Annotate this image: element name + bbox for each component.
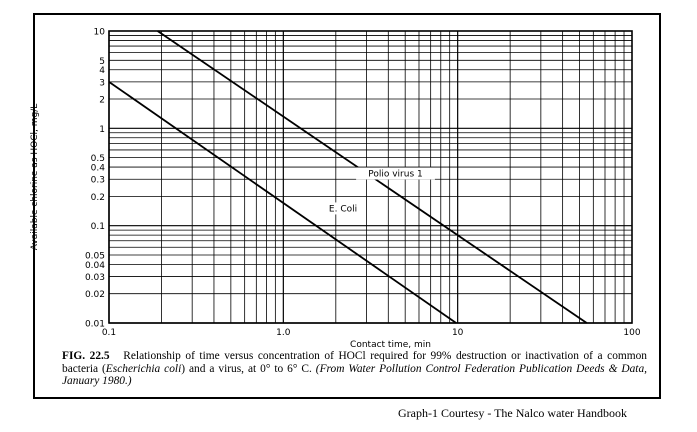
- y-axis-label: Available chlorine as HOCl, mg/L: [30, 103, 40, 251]
- y-tick-label: 2: [99, 95, 105, 106]
- y-tick-label: 0.02: [84, 290, 105, 301]
- y-tick-label: 0.3: [90, 175, 105, 186]
- x-axis-label: Contact time, min: [350, 340, 431, 350]
- y-tick-label: 0.05: [84, 251, 105, 262]
- series-label-polio-virus-1: Polio virus 1: [368, 169, 423, 180]
- y-tick-label: 0.04: [84, 260, 105, 271]
- x-tick-label: 100: [623, 328, 641, 338]
- figure-number: FIG. 22.5: [62, 350, 110, 362]
- caption-text-2: ) and a virus, at 0° to 6° C.: [181, 362, 312, 375]
- caption-text-1: Relationship of time versus concentration of HOCl required for 99% destruction or inactivation of a common bacteria (: [62, 350, 647, 375]
- y-tick-label: 0.2: [90, 192, 105, 203]
- y-tick-label: 1: [99, 124, 105, 135]
- x-tick-label: 10: [451, 328, 464, 338]
- caption-source: (From Water Pollution Control Federation Publication Deeds & Data, January 1980.): [62, 362, 648, 388]
- y-tick-label: 0.4: [90, 163, 105, 174]
- x-tick-label: 0.1: [101, 328, 117, 338]
- graph-credit: Graph-1 Courtesy - The Nalco water Handbook: [398, 406, 628, 420]
- y-tick-label: 0.5: [90, 154, 105, 165]
- y-tick-label: 4: [99, 66, 105, 77]
- caption-organism: Escherichia coli: [105, 362, 182, 375]
- series-line-e-coli: [109, 82, 456, 323]
- series-label-e-coli: E. Coli: [328, 204, 358, 215]
- y-tick-label: 3: [99, 78, 105, 89]
- y-tick-label: 0.03: [84, 273, 105, 284]
- figure-caption: [62, 350, 647, 388]
- y-tick-label: 0.01: [84, 319, 105, 330]
- y-tick-label: 10: [93, 27, 105, 38]
- y-tick-label: 5: [99, 56, 105, 67]
- x-tick-label: 1.0: [276, 328, 291, 338]
- y-tick-label: 0.1: [90, 222, 105, 233]
